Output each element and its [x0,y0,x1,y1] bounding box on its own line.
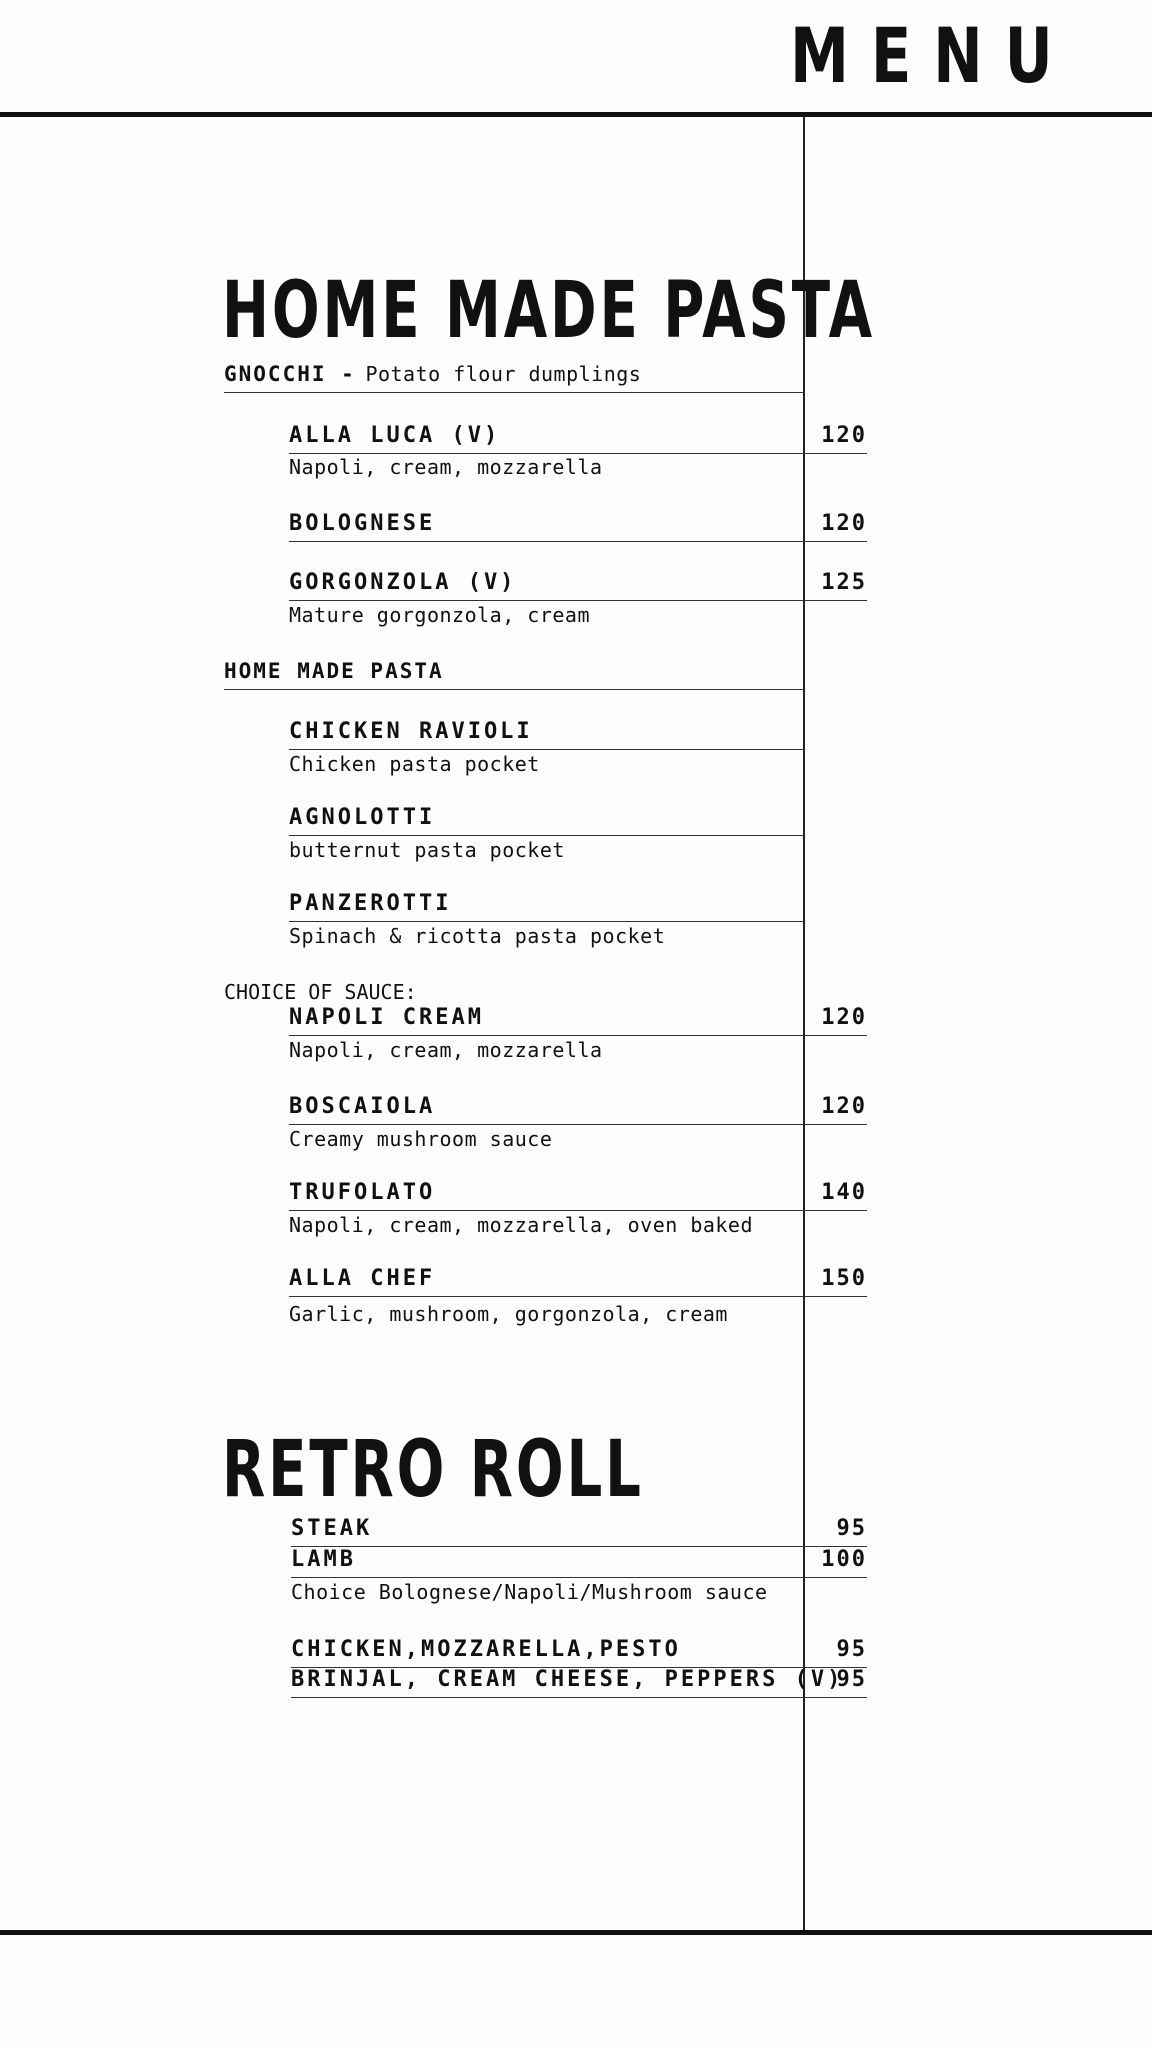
menu-item-price: 95 [805,1637,867,1668]
menu-item-description: Choice Bolognese/Napoli/Mushroom sauce [291,1580,768,1604]
group-title: HOME MADE PASTA [224,659,444,683]
menu-item-name: BRINJAL, CREAM CHEESE, PEPPERS (V) [291,1667,804,1698]
menu-item-price: 120 [805,423,867,454]
section-title-retro-roll: RETRO ROLL [222,1425,644,1515]
menu-item-name: CHICKEN,MOZZARELLA,PESTO [291,1637,804,1668]
menu-item-price: 150 [805,1266,867,1297]
menu-item-name: ALLA CHEF [289,1266,804,1297]
menu-item-price: 120 [805,1094,867,1125]
menu-item-price: 95 [805,1667,867,1698]
menu-item-description: Napoli, cream, mozzarella [289,1038,603,1062]
bottom-rule [0,1930,1152,1935]
group-header-home-made-pasta [224,659,804,690]
menu-item-price: 95 [805,1516,867,1547]
menu-item-name: BOSCAIOLA [289,1094,804,1125]
menu-item-price: 100 [805,1547,867,1578]
menu-item-description: butternut pasta pocket [289,838,565,862]
menu-item-price: 125 [805,570,867,601]
menu-item-description: Spinach & ricotta pasta pocket [289,924,666,948]
menu-item-description: Creamy mushroom sauce [289,1127,553,1151]
menu-item-name: ALLA LUCA (V) [289,423,804,454]
menu-item-name: GORGONZOLA (V) [289,570,804,601]
menu-item-price: 120 [805,1005,867,1036]
group-subtitle: Potato flour dumplings [365,362,642,386]
group-header-gnocchi [224,362,804,393]
menu-item-price: 120 [805,511,867,542]
menu-item-name: LAMB [291,1547,804,1578]
menu-item-name: STEAK [291,1516,804,1547]
menu-item-name: BOLOGNESE [289,511,804,542]
menu-item-description: Mature gorgonzola, cream [289,603,590,627]
menu-item-description: Napoli, cream, mozzarella, oven baked [289,1213,754,1237]
menu-item-name: PANZEROTTI [289,891,804,922]
menu-item-name: TRUFOLATO [289,1180,804,1211]
menu-item-price: 140 [805,1180,867,1211]
menu-item-name: NAPOLI CREAM [289,1005,804,1036]
menu-item-description: Garlic, mushroom, gorgonzola, cream [289,1302,728,1326]
menu-item-name: AGNOLOTTI [289,805,804,836]
menu-item-name: CHICKEN RAVIOLI [289,719,804,750]
section-title-pasta: HOME MADE PASTA [222,266,875,356]
menu-item-description: Chicken pasta pocket [289,752,540,776]
menu-title: MENU [790,11,1075,100]
group-title: GNOCCHI - [224,362,356,386]
choice-of-sauce-label: CHOICE OF SAUCE: [224,980,417,1004]
top-rule [0,112,1152,117]
menu-item-description: Napoli, cream, mozzarella [289,455,603,479]
